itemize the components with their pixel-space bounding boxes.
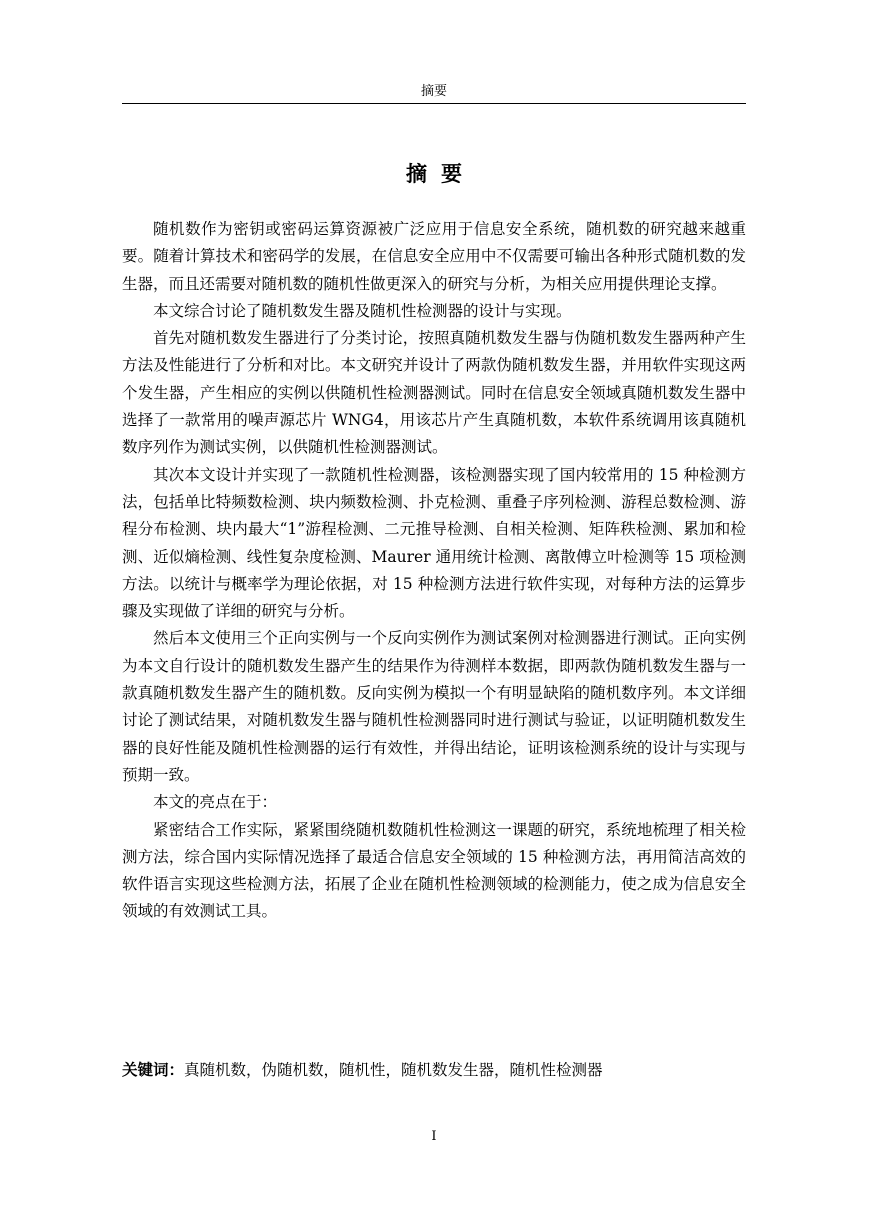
paragraph: 首先对随机数发生器进行了分类讨论，按照真随机数发生器与伪随机数发生器两种产生方法及性能进行了分析和对比。本文研究并设计了两款伪随机数发生器，并用软件实现这两个发生器，产生相应的实例以供随机性检测器测试。同时在信息安全领域真随机数发生器中选择了一款常用的噪声源芯片 WNG4，用该芯片产生真随机数，本软件系统调用该真随机数序列作为测试实例，以供随机性检测器测试。 xyxy=(122,329,746,457)
keywords-text: 真随机数，伪随机数，随机性，随机数发生器，随机性检测器 xyxy=(184,1061,603,1079)
paragraph: 本文综合讨论了随机数发生器及随机性检测器的设计与实现。 xyxy=(153,301,572,320)
page-title: 摘要 xyxy=(406,161,476,186)
paragraph: 然后本文使用三个正向实例与一个反向实例作为测试案例对检测器进行测试。正向实例为本文自行设计的随机数发生器产生的结果作为待测样本数据，即两款伪随机数发生器与一款真随机数发生器产生的随机数。反向实例为模拟一个有明显缺陷的随机数序列。本文详细讨论了测试结果，对随机数发生器与随机性检测器同时进行测试与验证，以证明随机数发生器的良好性能及随机性检测器的运行有效性，并得出结论，证明该检测系统的设计与实现与预期一致。 xyxy=(122,629,746,784)
paragraph: 其次本文设计并实现了一款随机性检测器，该检测器实现了国内较常用的 15 种检测方法，包括单比特频数检测、块内频数检测、扑克检测、重叠子序列检测、游程总数检测、游程分布检测、块内最大“1”游程检测、二元推导检测、自相关检测、矩阵秩检测、累加和检测、近似熵检测、线性复杂度检测、Maurer 通用统计检测、离散傅立叶检测等 15 项检测方法。以统计与概率学为理论依据，对 15 种检测方法进行软件实现，对每种方法的运算步骤及实现做了详细的研究与分析。 xyxy=(122,465,746,621)
keywords-label: 关键词： xyxy=(122,1060,185,1079)
paragraph: 随机数作为密钥或密码运算资源被广泛应用于信息安全系统，随机数的研究越来越重要。随着计算技术和密码学的发展，在信息安全应用中不仅需要可输出各种形式随机数的发生器，而且还需要对随机数的随机性做更深入的研究与分析，为相关应用提供理论支撑。 xyxy=(122,220,746,293)
running-header: 摘要 xyxy=(420,84,447,99)
page-number: I xyxy=(431,1129,437,1144)
keywords-line xyxy=(122,1056,746,1084)
paragraph: 紧密结合工作实际，紧紧围绕随机数随机性检测这一课题的研究，系统地梳理了相关检测方法，综合国内实际情况选择了最适合信息安全领域的 15 种检测方法，再用简洁高效的软件语言实现这些检测方法，拓展了企业在随机性检测领域的检测能力，使之成为信息安全领域的有效测试工具。 xyxy=(122,820,746,921)
paragraph: 本文的亮点在于： xyxy=(153,793,278,812)
abstract-body xyxy=(122,216,746,926)
header-rule xyxy=(122,103,746,104)
